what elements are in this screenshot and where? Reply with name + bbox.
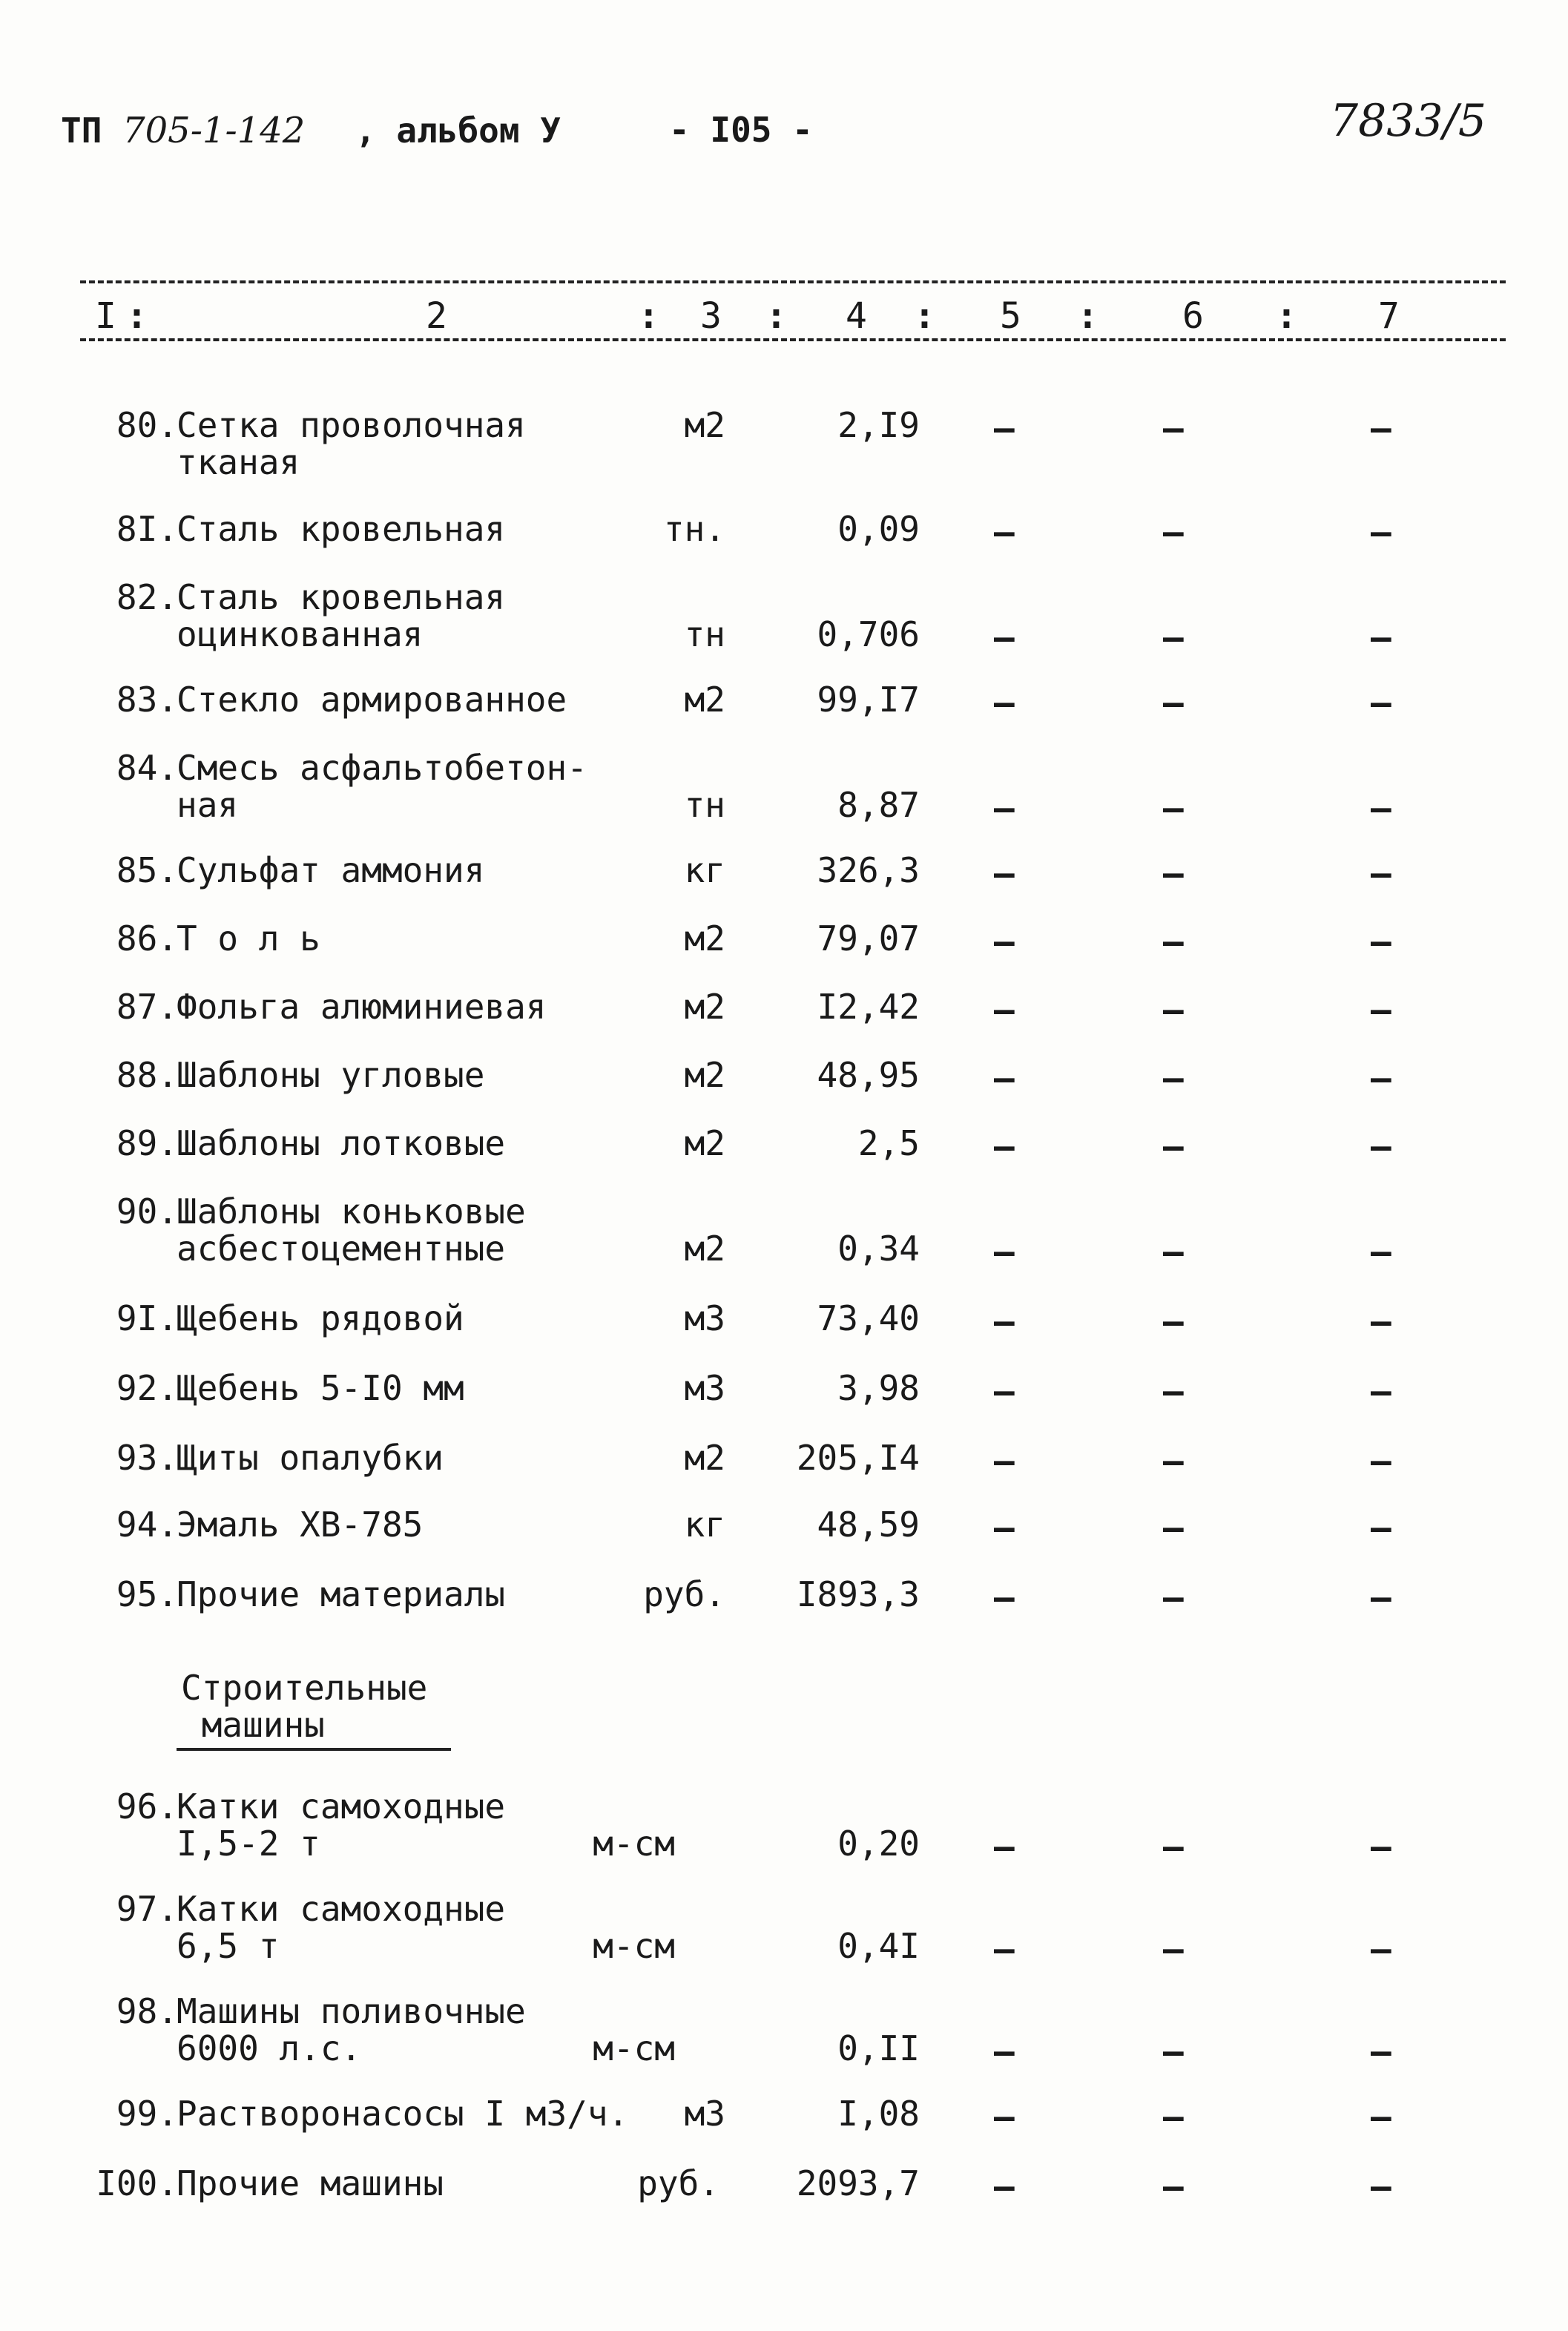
- row-col6: –: [1163, 2097, 1184, 2137]
- row-col5: –: [994, 1126, 1015, 1166]
- row-col7: –: [1371, 1301, 1391, 1341]
- row-col5: –: [994, 1301, 1015, 1341]
- row-name: Щебень 5-I0 мм: [177, 1368, 464, 1408]
- row-name: Шаблоны лотковые: [177, 1123, 506, 1163]
- row-col5: –: [994, 1371, 1015, 1411]
- column-separator: :: [1077, 295, 1098, 337]
- row-unit: м-см: [593, 2028, 675, 2068]
- column-separator: :: [765, 295, 787, 337]
- row-unit: м3: [684, 1298, 725, 1338]
- row-quantity: I2,42: [817, 987, 920, 1027]
- row-quantity: 0,09: [837, 509, 920, 549]
- row-col7: –: [1371, 2097, 1391, 2137]
- row-unit: м2: [684, 1229, 725, 1269]
- row-unit: м2: [684, 680, 725, 720]
- row-name: Растворонасосы I м3/ч.: [177, 2094, 629, 2134]
- row-name: Щиты опалубки: [177, 1438, 444, 1478]
- column-header: 4: [846, 295, 867, 337]
- row-col5: –: [994, 2031, 1015, 2071]
- column-header: 2: [426, 295, 447, 337]
- row-col6: –: [1163, 1508, 1184, 1548]
- row-col5: –: [994, 921, 1015, 961]
- row-unit: м-см: [593, 1824, 675, 1864]
- row-col6: –: [1163, 408, 1184, 448]
- header-prefix: ТП: [61, 111, 102, 151]
- column-header-row: [80, 295, 1506, 340]
- row-col6: –: [1163, 788, 1184, 828]
- row-name: Фольга алюминиевая: [177, 987, 547, 1027]
- row-quantity: 0,34: [837, 1229, 920, 1269]
- row-col7: –: [1371, 617, 1391, 657]
- row-col7: –: [1371, 1371, 1391, 1411]
- row-number: 9I.: [116, 1298, 178, 1338]
- row-col5: –: [994, 1058, 1015, 1098]
- row-col7: –: [1371, 1929, 1391, 1969]
- row-number: 86.: [116, 918, 178, 959]
- row-number: 94.: [116, 1505, 178, 1545]
- row-col5: –: [994, 2097, 1015, 2137]
- row-number: 93.: [116, 1438, 178, 1478]
- row-unit: м2: [684, 918, 725, 959]
- row-col5: –: [994, 853, 1015, 893]
- page-number: - I05 -: [669, 110, 813, 150]
- row-name: Т о л ь: [177, 918, 320, 959]
- row-quantity: 48,59: [817, 1505, 920, 1545]
- row-col6: –: [1163, 1301, 1184, 1341]
- project-code: 705-1-142: [122, 110, 306, 151]
- row-col7: –: [1371, 853, 1391, 893]
- row-col5: –: [994, 512, 1015, 552]
- row-number: 88.: [116, 1055, 178, 1095]
- row-unit: тн: [684, 785, 725, 825]
- row-number: 80.: [116, 405, 178, 445]
- row-name: Катки самоходные 6,5 т: [177, 1889, 506, 1966]
- row-col5: –: [994, 990, 1015, 1030]
- row-quantity: 2,5: [857, 1123, 920, 1163]
- row-name: Эмаль ХВ-785: [177, 1505, 424, 1545]
- row-col6: –: [1163, 921, 1184, 961]
- row-number: I00.: [96, 2163, 178, 2203]
- row-name: Смесь асфальтобетон- ная: [177, 748, 587, 825]
- row-name: Сульфат аммония: [177, 850, 485, 890]
- row-number: 87.: [116, 987, 178, 1027]
- row-col6: –: [1163, 1577, 1184, 1617]
- row-unit: кг: [684, 1505, 725, 1545]
- row-unit: тн.: [663, 509, 725, 549]
- row-number: 99.: [116, 2094, 178, 2134]
- row-number: 89.: [116, 1123, 178, 1163]
- row-col6: –: [1163, 1126, 1184, 1166]
- row-number: 90.: [116, 1191, 178, 1232]
- row-quantity: 0,4I: [837, 1926, 920, 1966]
- row-quantity: 0,20: [837, 1824, 920, 1864]
- row-col7: –: [1371, 1232, 1391, 1272]
- album-label: , альбом У: [355, 111, 561, 151]
- row-quantity: 73,40: [817, 1298, 920, 1338]
- row-quantity: 8,87: [837, 785, 920, 825]
- row-col6: –: [1163, 1371, 1184, 1411]
- row-col5: –: [994, 1577, 1015, 1617]
- row-col6: –: [1163, 2031, 1184, 2071]
- column-separator: :: [1276, 295, 1297, 337]
- row-col7: –: [1371, 1058, 1391, 1098]
- row-col6: –: [1163, 1929, 1184, 1969]
- row-unit: кг: [684, 850, 725, 890]
- row-quantity: 3,98: [837, 1368, 920, 1408]
- row-col5: –: [994, 788, 1015, 828]
- row-quantity: 205,I4: [796, 1438, 920, 1478]
- row-col5: –: [994, 683, 1015, 723]
- row-number: 82.: [116, 577, 178, 617]
- row-number: 97.: [116, 1889, 178, 1929]
- row-col5: –: [994, 1929, 1015, 1969]
- row-quantity: 99,I7: [817, 680, 920, 720]
- row-col5: –: [994, 1827, 1015, 1867]
- row-col6: –: [1163, 617, 1184, 657]
- row-unit: м3: [684, 2094, 725, 2134]
- row-quantity: 79,07: [817, 918, 920, 959]
- row-unit: м2: [684, 987, 725, 1027]
- row-quantity: 326,3: [817, 850, 920, 890]
- section-title: Строительные машины: [181, 1668, 428, 1745]
- row-name: Машины поливочные 6000 л.с.: [177, 1991, 526, 2068]
- row-col7: –: [1371, 788, 1391, 828]
- row-col7: –: [1371, 408, 1391, 448]
- row-unit: тн: [684, 614, 725, 654]
- column-separator: :: [638, 295, 659, 337]
- row-col6: –: [1163, 1232, 1184, 1272]
- row-number: 96.: [116, 1786, 178, 1827]
- row-col7: –: [1371, 2166, 1391, 2206]
- row-col5: –: [994, 617, 1015, 657]
- page-header: [61, 110, 813, 151]
- row-col6: –: [1163, 2166, 1184, 2206]
- column-separator: :: [914, 295, 935, 337]
- row-quantity: I893,3: [796, 1574, 920, 1614]
- row-unit: м2: [684, 1123, 725, 1163]
- row-col5: –: [994, 1508, 1015, 1548]
- column-header: 7: [1378, 295, 1400, 337]
- row-col6: –: [1163, 1441, 1184, 1481]
- row-col7: –: [1371, 1126, 1391, 1166]
- row-col5: –: [994, 1441, 1015, 1481]
- row-name: Сетка проволочная тканая: [177, 405, 526, 482]
- row-col5: –: [994, 2166, 1015, 2206]
- row-quantity: 2,I9: [837, 405, 920, 445]
- row-col5: –: [994, 1232, 1015, 1272]
- row-col6: –: [1163, 990, 1184, 1030]
- row-col6: –: [1163, 1827, 1184, 1867]
- row-name: Прочие машины: [177, 2163, 444, 2203]
- column-separator: :: [126, 295, 148, 337]
- row-unit: руб.: [637, 2163, 719, 2203]
- column-header: 6: [1182, 295, 1204, 337]
- row-col6: –: [1163, 683, 1184, 723]
- row-number: 95.: [116, 1574, 178, 1614]
- row-unit: руб.: [643, 1574, 725, 1614]
- row-col6: –: [1163, 512, 1184, 552]
- row-number: 85.: [116, 850, 178, 890]
- row-name: Шаблоны угловые: [177, 1055, 485, 1095]
- row-col7: –: [1371, 1441, 1391, 1481]
- row-number: 84.: [116, 748, 178, 788]
- row-quantity: 0,II: [837, 2028, 920, 2068]
- row-name: Шаблоны коньковые асбестоцементные: [177, 1191, 526, 1269]
- row-name: Катки самоходные I,5-2 т: [177, 1786, 506, 1864]
- row-col6: –: [1163, 1058, 1184, 1098]
- row-col6: –: [1163, 853, 1184, 893]
- row-col7: –: [1371, 921, 1391, 961]
- row-col5: –: [994, 408, 1015, 448]
- row-col7: –: [1371, 990, 1391, 1030]
- row-unit: м2: [684, 1438, 725, 1478]
- row-number: 98.: [116, 1991, 178, 2031]
- table-header-rule: [80, 338, 1506, 341]
- row-name: Сталь кровельная оцинкованная: [177, 577, 506, 654]
- row-quantity: I,08: [837, 2094, 920, 2134]
- table-top-rule: [80, 280, 1506, 283]
- row-name: Щебень рядовой: [177, 1298, 464, 1338]
- row-col7: –: [1371, 1508, 1391, 1548]
- row-col7: –: [1371, 2031, 1391, 2071]
- row-col7: –: [1371, 1577, 1391, 1617]
- row-unit: м2: [684, 405, 725, 445]
- row-number: 8I.: [116, 509, 178, 549]
- row-col7: –: [1371, 512, 1391, 552]
- row-quantity: 48,95: [817, 1055, 920, 1095]
- row-number: 83.: [116, 680, 178, 720]
- row-quantity: 0,706: [817, 614, 920, 654]
- column-header: I: [95, 295, 116, 337]
- column-header: 5: [1000, 295, 1021, 337]
- section-underline: [177, 1748, 451, 1751]
- row-quantity: 2093,7: [796, 2163, 920, 2203]
- row-col7: –: [1371, 683, 1391, 723]
- row-unit: м3: [684, 1368, 725, 1408]
- row-name: Стекло армированное: [177, 680, 567, 720]
- corner-mark: 7833/5: [1329, 95, 1486, 147]
- row-unit: м2: [684, 1055, 725, 1095]
- column-header: 3: [700, 295, 722, 337]
- row-unit: м-см: [593, 1926, 675, 1966]
- row-col7: –: [1371, 1827, 1391, 1867]
- row-name: Прочие материалы: [177, 1574, 506, 1614]
- row-name: Сталь кровельная: [177, 509, 506, 549]
- row-number: 92.: [116, 1368, 178, 1408]
